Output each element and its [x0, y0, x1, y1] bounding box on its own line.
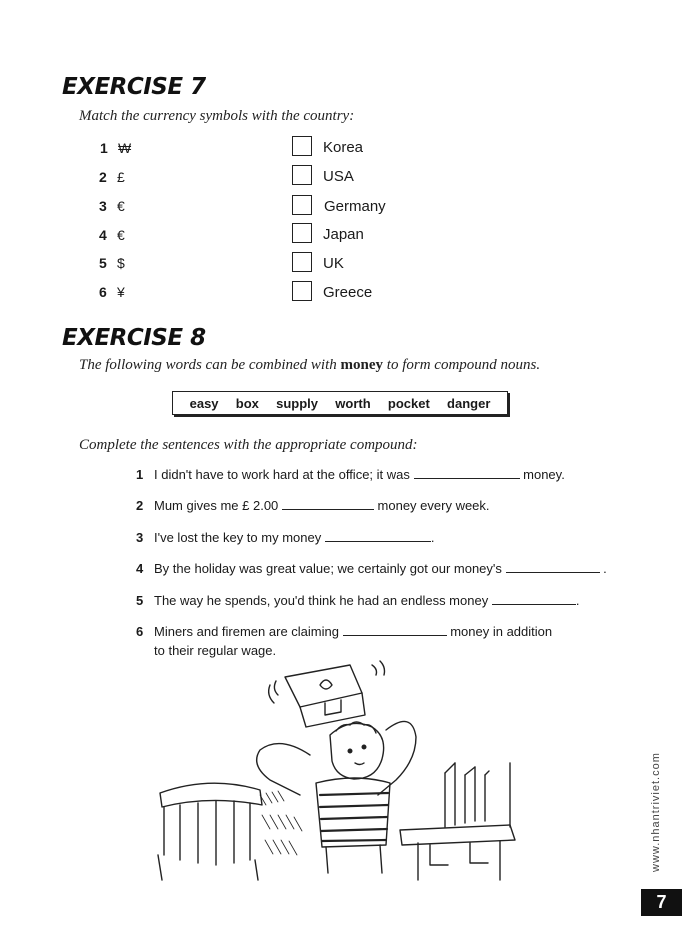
- country-label: Korea: [323, 139, 364, 156]
- answer-blank[interactable]: [325, 530, 431, 542]
- sentence-text: money in addition: [450, 624, 553, 639]
- country-label: Germany: [324, 198, 386, 215]
- currency-symbol: $: [117, 255, 125, 271]
- item-number: 3: [99, 198, 107, 214]
- sentence-text: The way he spends, you'd think he had an endless money: [154, 593, 489, 608]
- answer-blank[interactable]: [282, 498, 374, 510]
- word-option: pocket: [387, 395, 430, 411]
- boy-with-cash-box-illustration: [150, 655, 530, 885]
- item-number: 2: [99, 169, 107, 185]
- sentence-text: Mum gives me £ 2.00: [154, 498, 279, 513]
- word-option: worth: [335, 395, 371, 411]
- sentence-text: .: [430, 530, 435, 545]
- answer-blank[interactable]: [506, 561, 600, 573]
- sentence: [136, 496, 490, 515]
- sentence-text: to their regular wage.: [154, 643, 277, 658]
- country-label: Greece: [323, 284, 373, 301]
- sentence-number: 5: [136, 593, 144, 608]
- sentence-text: Miners and firemen are claiming: [154, 624, 339, 639]
- instruction-keyword: money: [340, 357, 384, 373]
- cash-box-drawing: [269, 661, 385, 727]
- instruction-text: to form compound nouns.: [386, 357, 541, 373]
- bookshelf-drawing: [445, 763, 510, 827]
- word-option: box: [235, 395, 259, 411]
- exercise-7-title: EXERCISE 7: [62, 74, 206, 100]
- sentence: [136, 559, 607, 578]
- page-number: 7: [641, 889, 682, 916]
- sentence-text: I didn't have to work hard at the office; it was: [154, 467, 410, 482]
- item-number: 1: [100, 140, 108, 156]
- sentence-number: 6: [136, 624, 144, 639]
- answer-box[interactable]: [292, 281, 312, 301]
- answer-blank[interactable]: [492, 593, 576, 605]
- exercise-7-instruction: Match the currency symbols with the country:: [79, 108, 355, 124]
- sentence-text: .: [575, 593, 580, 608]
- country-label: UK: [323, 255, 344, 272]
- sentence-number: 3: [136, 530, 144, 545]
- answer-box[interactable]: [292, 223, 312, 243]
- sentence-number: 4: [136, 561, 144, 576]
- sentence-text: money every week.: [377, 498, 490, 513]
- word-box: [172, 391, 508, 415]
- answer-box[interactable]: [292, 195, 312, 215]
- website-watermark: www.nhantriviet.com: [650, 752, 662, 872]
- exercise-8-title: EXERCISE 8: [62, 325, 206, 351]
- currency-symbol: ₩: [118, 140, 132, 156]
- answer-blank[interactable]: [343, 624, 447, 636]
- word-option: danger: [447, 395, 491, 411]
- floor-hatching: [260, 791, 302, 855]
- sentence-number: 2: [136, 498, 144, 513]
- country-label: USA: [323, 168, 354, 185]
- chair-drawing: [158, 783, 262, 880]
- currency-symbol: £: [117, 169, 125, 185]
- desk-drawing: [400, 825, 515, 880]
- sentence: [136, 591, 580, 610]
- item-number: 4: [99, 227, 107, 243]
- item-number: 6: [99, 284, 107, 300]
- sentence-text: I've lost the key to my money: [154, 530, 322, 545]
- currency-symbol: €: [117, 227, 125, 243]
- sentence-text: By the holiday was great value; we certainly got our money's: [154, 561, 502, 576]
- word-option: supply: [276, 395, 319, 411]
- sentence-text: money.: [523, 467, 565, 482]
- currency-symbol: €: [117, 198, 125, 214]
- boy-head-drawing: [330, 722, 384, 779]
- sentence: [136, 465, 565, 484]
- answer-box[interactable]: [292, 252, 312, 272]
- item-number: 5: [99, 255, 107, 271]
- country-label: Japan: [323, 226, 364, 243]
- currency-symbol: ¥: [117, 284, 125, 300]
- instruction-text: The following words can be combined with: [79, 357, 337, 373]
- sentence: [136, 528, 435, 547]
- sentence-number: 1: [136, 467, 144, 482]
- answer-box[interactable]: [292, 165, 312, 185]
- answer-blank[interactable]: [414, 467, 520, 479]
- exercise-8-instruction-2: Complete the sentences with the appropriate compound:: [79, 437, 418, 453]
- answer-box[interactable]: [292, 136, 312, 156]
- exercise-8-instruction: [79, 357, 540, 374]
- sentence-text: .: [603, 561, 607, 576]
- word-option: easy: [189, 395, 219, 411]
- striped-shirt-drawing: [316, 778, 390, 873]
